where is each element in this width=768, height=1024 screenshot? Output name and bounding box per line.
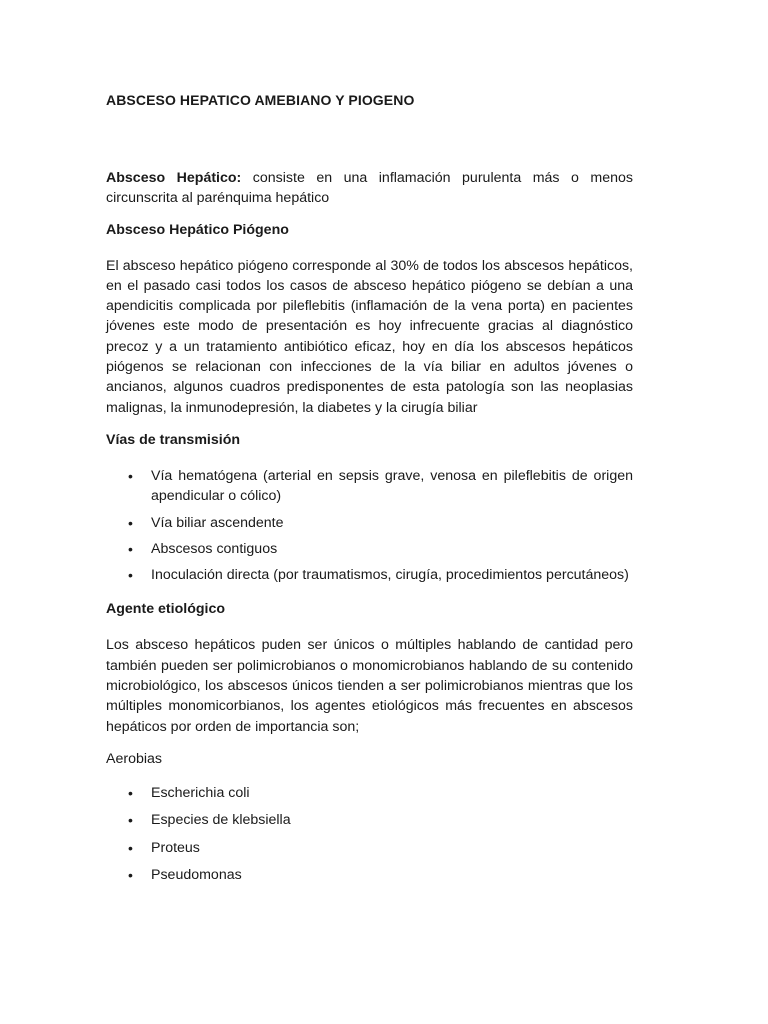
- list-item-text: Escherichia coli: [151, 784, 250, 801]
- paragraph-agente: Los absceso hepáticos puden ser únicos o múltiples hablando de cantidad pero también pueden ser polimicrobianos o monomicrobianos hablando de su contenido microbiológico, los abscesos únicos tienden a ser polimicrobianos mientras que los múltiples monomicorbianos, los agentes etiológicos más frecuentes en abscesos hepáticos por orden de importancia son;: [106, 637, 633, 735]
- list-item: [106, 838, 633, 858]
- list-item: [106, 466, 633, 507]
- definition-term: Absceso Hepático:: [106, 170, 242, 186]
- paragraph-piogeno: El absceso hepático piógeno corresponde al 30% de todos los abscesos hepáticos, en el pasado casi todos los casos de absceso hepático piógeno se debían a una apendicitis complicada por pileflebitis (inflamación de la vena porta) en pacientes jóvenes este modo de presentación es hoy infrecuente gracias al diagnóstico precoz y a un tratamiento antibiótico eficaz, hoy en día los abscesos hepáticos piógenos se relacionan con infecciones de la vía biliar en adultos jóvenes o ancianos, algunos cuadros predisponentes de esta patología son las neoplasias malignas, la inmunodepresión, la diabetes y la cirugía biliar: [106, 257, 633, 416]
- list-item: [106, 539, 633, 559]
- bullet-icon: •: [128, 467, 133, 484]
- bullet-icon: •: [128, 567, 133, 584]
- list-item-text: Inoculación directa (por traumatismos, cirugía, procedimientos percutáneos): [151, 567, 629, 584]
- list-item: [106, 865, 633, 885]
- heading-vias-transmision: Vías de transmisión: [106, 431, 241, 448]
- list-item: [106, 565, 633, 585]
- list-item-text: Pseudomonas: [151, 866, 242, 883]
- bullet-icon: •: [128, 514, 133, 531]
- list-item: [106, 783, 633, 803]
- transmission-list: [106, 466, 633, 585]
- bullet-icon: •: [128, 540, 133, 557]
- list-item-text: Vía biliar ascendente: [151, 514, 284, 531]
- definition-text: consiste en una inflamación purulenta más o menos circunscrita al parénquima hepático: [106, 170, 633, 207]
- aerobias-list: [106, 783, 633, 885]
- bullet-icon: •: [128, 866, 133, 883]
- bullet-icon: •: [128, 784, 133, 801]
- bullet-icon: •: [128, 812, 133, 829]
- list-item: [106, 513, 633, 533]
- document-title: ABSCESO HEPATICO AMEBIANO Y PIOGENO: [106, 92, 415, 108]
- list-item-text: Especies de klebsiella: [151, 812, 291, 829]
- sublabel-aerobias: Aerobias: [106, 750, 162, 767]
- heading-absceso-piogeno: Absceso Hepático Piógeno: [106, 221, 289, 238]
- bullet-icon: •: [128, 839, 133, 856]
- document-body: [106, 92, 633, 892]
- heading-agente-etiologico: Agente etiológico: [106, 601, 226, 618]
- list-item-text: Proteus: [151, 839, 200, 856]
- list-item-text: Abscesos contiguos: [151, 540, 278, 557]
- definition-paragraph: [106, 168, 633, 209]
- list-item-text: Vía hematógena (arterial en sepsis grave, venosa en pileflebitis de origen apendicular o cólico): [151, 467, 633, 505]
- list-item: [106, 810, 633, 830]
